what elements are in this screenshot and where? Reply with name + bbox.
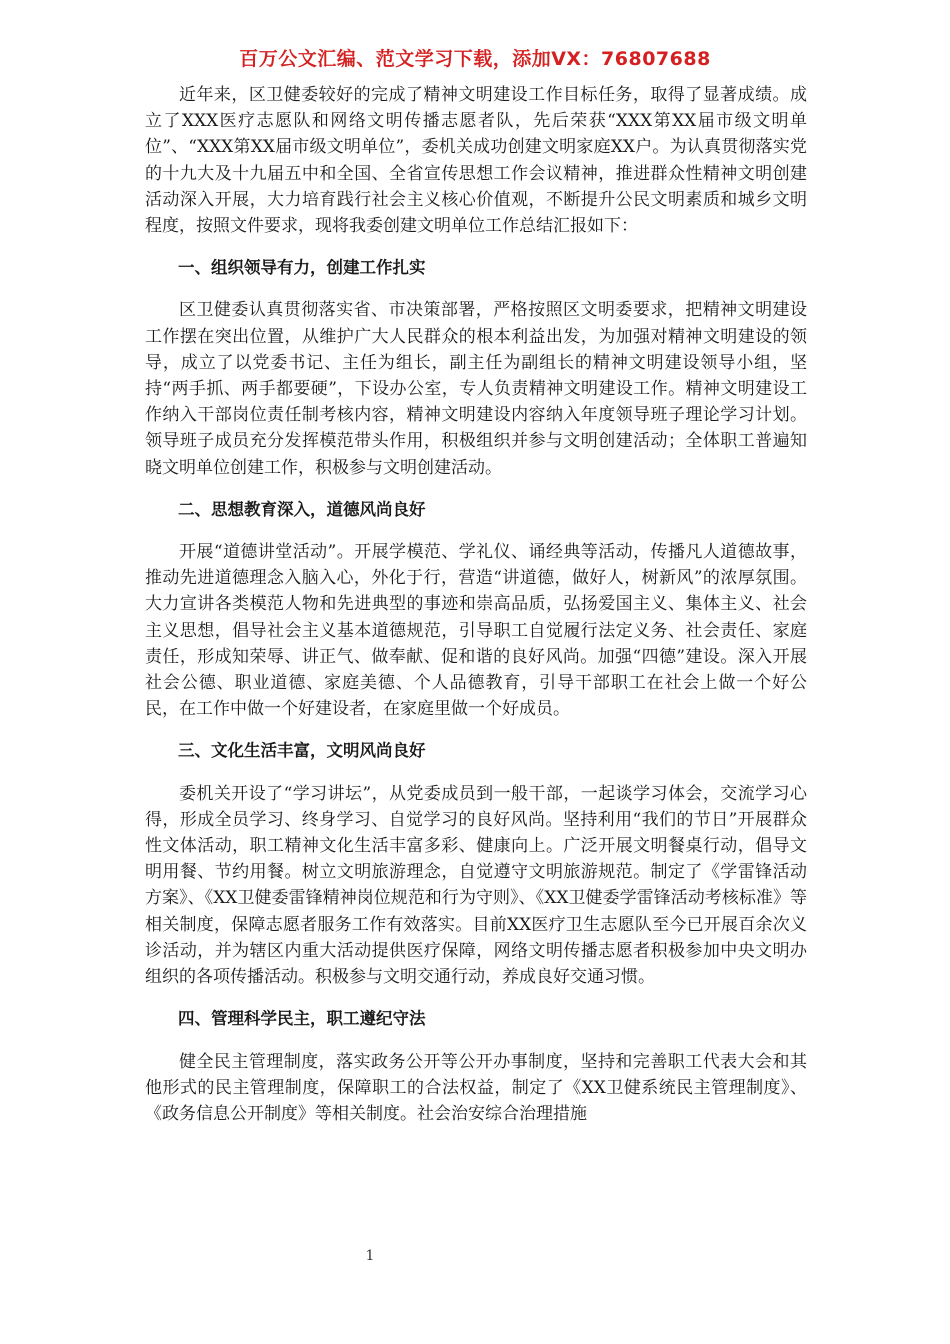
document-body [145, 82, 807, 1143]
section-body-3: 委机关开设了“学习讲坛”，从党委成员到一般干部，一起谈学习体会，交流学习心得，形成全员学习、终身学习、自觉学习的良好风尚。坚持利用“我们的节日”开展群众性文体活动，职工精神文化生活丰富多彩、健康向上。广泛开展文明餐桌行动，倡导文明用餐、节约用餐。树立文明旅游理念，自觉遵守文明旅游规范。制定了《学雷锋活动方案》、《XX卫健委雷锋精神岗位规范和行为守则》、《XX卫健委学雷锋活动考核标准》等相关制度，保障志愿者服务工作有效落实。目前XX医疗卫生志愿队至今已开展百余次义诊活动，并为辖区内重大活动提供医疗保障，网络文明传播志愿者积极参加中央文明办组织的各项传播活动。积极参与文明交通行动，养成良好交通习惯。 [145, 783, 807, 988]
section-heading-4: 四、管理科学民主，职工遵纪守法 [178, 1009, 426, 1029]
section-heading-1: 一、组织领导有力，创建工作扎实 [178, 258, 426, 278]
intro-paragraph: 近年来，区卫健委较好的完成了精神文明建设工作目标任务，取得了显著成绩。成立了XXX医疗志愿队和网络文明传播志愿者队，先后荣获“XXX第XX届市级文明单位”、“XXX第XX届市级文明单位”，委机关成功创建文明家庭XX户。为认真贯彻落实党的十九大及十九届五中和全国、全省宣传思想工作会议精神，推进群众性精神文明创建活动深入开展，大力培育践行社会主义核心价值观，不断提升公民文明素质和城乡文明程度，按照文件要求，现将我委创建文明单位工作总结汇报如下： [145, 85, 807, 237]
section-heading-3: 三、文化生活丰富，文明风尚良好 [178, 741, 426, 761]
download-banner: 百万公文汇编、范文学习下载，添加VX：76807688 [239, 48, 711, 70]
section-body-4: 健全民主管理制度，落实政务公开等公开办事制度，坚持和完善职工代表大会和其他形式的民主管理制度，保障职工的合法权益，制定了《XX卫健系统民主管理制度》、《政务信息公开制度》等相关制度。社会治安综合治理措施 [145, 1051, 807, 1124]
section-heading-2: 二、思想教育深入，道德风尚良好 [178, 499, 426, 519]
section-body-1: 区卫健委认真贯彻落实省、市决策部署，严格按照区文明委要求，把精神文明建设工作摆在突出位置，从维护广大人民群众的根本利益出发，为加强对精神文明建设的领导，成立了以党委书记、主任为组长，副主任为副组长的精神文明建设领导小组，坚持“两手抓、两手都要硬”，下设办公室，专人负责精神文明建设工作。精神文明建设工作纳入干部岗位责任制考核内容，精神文明建设内容纳入年度领导班子理论学习计划。领导班子成员充分发挥模范带头作用，积极组织并参与文明创建活动；全体职工普遍知晓文明单位创建工作，积极参与文明创建活动。 [145, 300, 807, 478]
section-body-2: 开展“道德讲堂活动”。开展学模范、学礼仪、诵经典等活动，传播凡人道德故事，推动先进道德理念入脑入心，外化于行，营造“讲道德，做好人，树新风”的浓厚氛围。大力宣讲各类模范人物和先进典型的事迹和崇高品质，弘扬爱国主义、集体主义、社会主义思想，倡导社会主义基本道德规范，引导职工自觉履行法定义务、社会责任、家庭责任，形成知荣辱、讲正气、做奉献、促和谐的良好风尚。加强“四德”建设。深入开展社会公德、职业道德、家庭美德、个人品德教育，引导干部职工在社会上做一个好公民，在工作中做一个好建设者，在家庭里做一个好成员。 [145, 542, 807, 720]
page-number: 1 [365, 1248, 375, 1264]
